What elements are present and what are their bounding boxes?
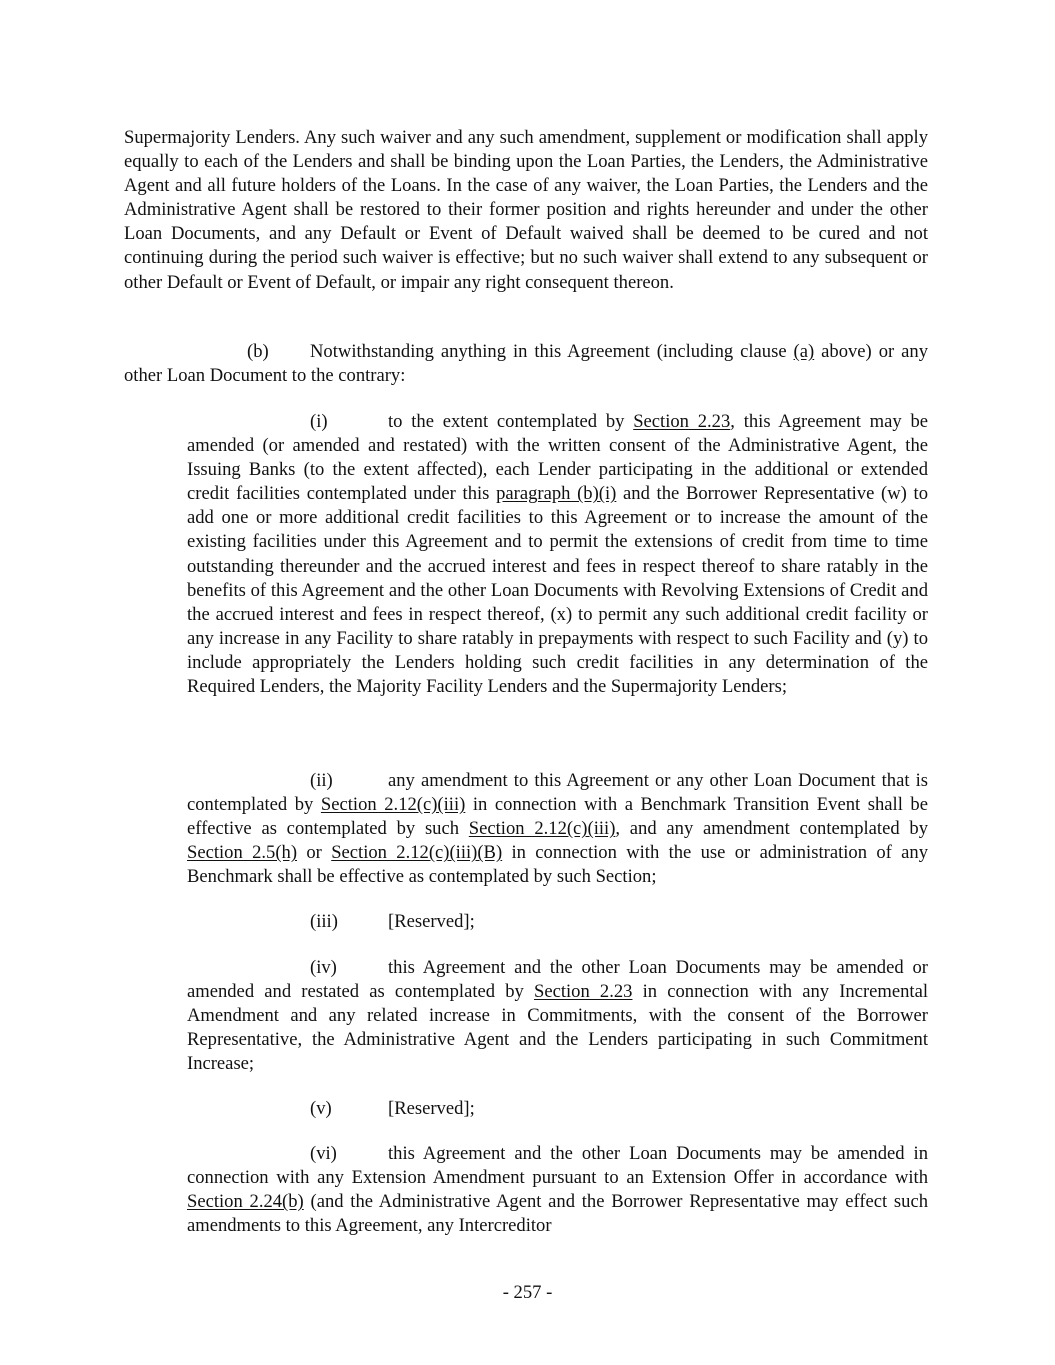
paragraph-b-vi: (vi) this Agreement and the other Loan Documents may be amended in connection with any Extension Amendment pursuant to an Extension Offer in accordance with Section 2.24(b) (and the Administrative Agent and the Borrower Representative may effect such amendments to this Agreement, any Intercreditor — [187, 1143, 929, 1237]
paragraph-b-i: (i) to the extent contemplated by Section 2.23, this Agreement may be amended (or amended and restated) with the written consent of the Administrative Agent, the Issuing Banks (to the extent affected), each Lender participating in the additional or extended credit facilities contemplated under this paragraph (b)(i) and the Borrower Representative (w) to add one or more additional credit facilities to this Agreement or to increase the amount of the existing facilities under this Agreement and to permit the extensions of credit from time to time outstanding thereunder and the accrued interest and fees in respect thereof to share ratably in the benefits of this Agreement and the other Loan Documents with Revolving Extensions of Credit and the accrued interest and fees in respect thereof, (x) to permit any such additional credit facility or any increase in any Facility to share ratably in prepayments with respect to such Facility and (y) to include appropriately the Lenders holding such credit facilities in any determination of the Required Lenders, the Majority Facility Lenders and the Supermajority Lenders; — [187, 411, 928, 698]
section-reference: Section 2.24(b) — [187, 1191, 304, 1213]
clause-label-iii: (iii) — [310, 911, 338, 932]
clause-label-iv: (iv) — [310, 957, 337, 978]
section-reference: Section 2.12(c)(iii) — [320, 794, 466, 816]
clause-label-vi: (vi) — [310, 1143, 337, 1164]
section-reference: Section 2.12(c)(iii)(B) — [331, 842, 503, 864]
paragraph-reference: paragraph (b)(i) — [496, 483, 617, 505]
paragraph-b-v: (v) [Reserved]; — [187, 1097, 928, 1121]
page-number: - 257 - — [502, 1282, 553, 1303]
clause-label-v: (v) — [310, 1098, 332, 1119]
clause-label-b: (b) — [247, 341, 269, 362]
section-reference: Section 2.23 — [533, 981, 633, 1003]
section-reference: Section 2.5(h) — [187, 842, 298, 864]
paragraph-b: (b) Notwithstanding anything in this Agreement (including clause (a) above) or any other Loan Document to the contrary: — [124, 341, 928, 387]
paragraph-b-ii: (ii) any amendment to this Agreement or any other Loan Document that is contemplated by Section 2.12(c)(iii) in connection with a Benchmark Transition Event shall be effective as contemplated by such Section 2.12(c)(iii), and any amendment contemplated by Section 2.5(h) or Section 2.12(c)(iii)(B) in connection with the use or administration of any Benchmark shall be effective as contemplated by such Section; — [187, 770, 929, 888]
paragraph-b-iv: (iv) this Agreement and the other Loan Documents may be amended or amended and restated as contemplated by Section 2.23 in connection with any Incremental Amendment and any related increase in Commitments, with the consent of the Borrower Representative, the Administrative Agent and the Lenders participating in such Commitment Increase; — [187, 957, 928, 1075]
clause-label-ii: (ii) — [310, 770, 333, 791]
clause-label-i: (i) — [310, 411, 328, 432]
paragraph-b-iii: (iii) [Reserved]; — [187, 910, 928, 934]
section-reference: Section 2.23 — [633, 411, 731, 432]
paragraph-waiver-continuation: Supermajority Lenders. Any such waiver and any such amendment, supplement or modification shall apply equally to each of the Lenders and shall be binding upon the Loan Parties, the Lenders, the Administrative Agent and all future holders of the Loans. In the case of any waiver, the Loan Parties, the Lenders and the Administrative Agent shall be restored to their former position and rights hereunder and under the other Loan Documents, and any Default or Event of Default waived shall be deemed to be cured and not continuing during the period such waiver is effective; but no such waiver shall extend to any subsequent or other Default or Event of Default, or impair any right consequent thereon. — [124, 127, 928, 293]
clause-reference: (a) — [793, 341, 815, 362]
section-reference: Section 2.12(c)(iii) — [468, 818, 616, 840]
